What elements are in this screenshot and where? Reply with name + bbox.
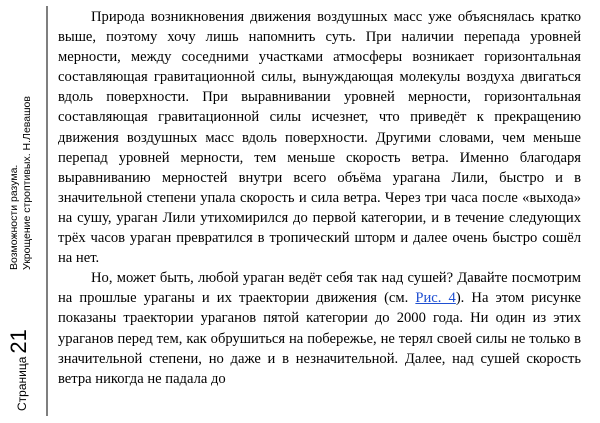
running-title-line-1: Возможности разума. — [8, 164, 20, 270]
paragraph-2-text-before: Но, может быть, любой ураган ведёт себя так над сушей? Давайте посмотрим на прошлые ураганы и их траектории движения (см. — [58, 270, 581, 307]
figure-4-link[interactable]: Рис. 4 — [415, 290, 456, 307]
paragraph-2-text-after: ). На этом рисунке показаны траектории ураганов пятой категории до 2000 года. Ни один из этих ураганов перед тем, как обрушиться на побережье, не терял своей силы не только в значительной степени, но даже и в незначительной. Далее, над сушей скорость ветра никогда не падала до — [58, 290, 581, 387]
sidebar-divider — [46, 6, 48, 416]
page-number-block — [6, 329, 32, 411]
paragraph-1: Природа возникновения движения воздушных масс уже объяснялась кратко выше, поэтому хочу лишь напомнить суть. При наличии перепада уровней мерности, между соседними участками атмосферы возникает горизонтальная составляющая гравитационной силы, вынуждающая молекулы воздуха двигаться вдоль поверхности. При выравнивании уровней мерности, горизонтальная составляющая гравитационной силы исчезнет, что приведёт к прекращению движения воздушных масс вдоль поверхности. Другими словами, чем меньше перепад уровней мерности, тем меньше скорость ветра. Именно благодаря выравниванию мерностей внутри всего объёма урагана Лили, быстро и в значительной степени упала скорость и сила ветра. Через три часа после «выхода» на сушу, ураган Лили утихомирился до первой категории, и в течение следующих трёх часов ураган превратился в тропический шторм и далее очень быстро сошёл на нет. — [58, 9, 581, 267]
running-title — [8, 96, 34, 270]
page-sidebar — [0, 0, 46, 423]
page-number: 21 — [6, 329, 31, 354]
page-content — [58, 7, 581, 389]
running-title-line-2: Укрощение строптивых. Н.Левашов — [21, 96, 33, 270]
sidebar-inner — [0, 0, 46, 423]
paragraph-2 — [58, 268, 581, 389]
page-label: Страница — [15, 356, 29, 411]
